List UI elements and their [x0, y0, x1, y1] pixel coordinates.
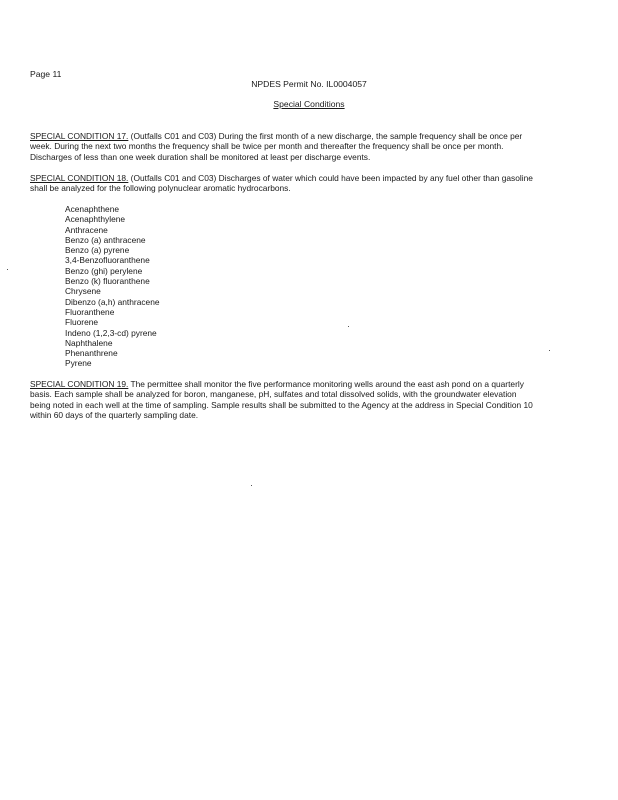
condition-text: (Outfalls C01 and C03) Discharges of water which could have been impacted by any fuel other than gasoline shall be analyzed for the following polynuclear aromatic hydrocarbons. — [30, 173, 533, 194]
list-item: Phenanthrene — [65, 348, 118, 359]
condition-label: SPECIAL CONDITION 19. — [30, 379, 129, 389]
list-item: Naphthalene — [65, 337, 113, 348]
scan-speck — [7, 269, 8, 270]
condition-text: (Outfalls C01 and C03) During the first month of a new discharge, the sample frequency shall be once per week. During the next two months the frequency shall be twice per month and thereafter the frequency shall be once per month. Discharges of less than one week duration shall be monitored at least per discharge events. — [30, 131, 523, 162]
scan-speck — [549, 350, 550, 351]
special-condition-19 — [30, 379, 536, 421]
list-item: Benzo (a) pyrene — [65, 245, 130, 256]
special-condition-18 — [30, 173, 536, 194]
special-condition-17 — [30, 131, 536, 162]
scan-speck — [348, 326, 349, 327]
list-item: Pyrene — [65, 358, 92, 369]
condition-text: The permittee shall monitor the five performance monitoring wells around the east ash pond on a quarterly basis. Each sample shall be analyzed for boron, manganese, pH, sulfates and total dissolved solids, with the groundwater elevation being noted in each well at the time of sampling. Sample results shall be submitted to the Agency at the address in Special Condition 10 within 60 days of the quarterly sampling date. — [30, 379, 533, 421]
permit-number: NPDES Permit No. IL0004057 — [251, 79, 367, 89]
list-item: Acenaphthylene — [65, 214, 126, 225]
list-item: 3,4-Benzofluoranthene — [65, 255, 150, 266]
page-number: Page 11 — [30, 69, 62, 79]
list-item: Anthracene — [65, 224, 108, 235]
scan-speck — [251, 485, 252, 486]
list-item: Benzo (k) fluoranthene — [65, 276, 150, 287]
list-item: Indeno (1,2,3-cd) pyrene — [65, 327, 157, 338]
hydrocarbon-list — [65, 204, 160, 369]
condition-label: SPECIAL CONDITION 18. — [30, 173, 129, 183]
list-item: Acenaphthene — [65, 204, 120, 214]
list-item: Fluoranthene — [65, 306, 115, 317]
list-item: Dibenzo (a,h) anthracene — [65, 296, 160, 307]
list-item: Chrysene — [65, 286, 101, 297]
list-item: Fluorene — [65, 317, 99, 328]
condition-label: SPECIAL CONDITION 17. — [30, 131, 129, 141]
page-heading: Special Conditions — [273, 99, 345, 109]
list-item: Benzo (ghi) perylene — [65, 265, 143, 276]
list-item: Benzo (a) anthracene — [65, 234, 146, 245]
